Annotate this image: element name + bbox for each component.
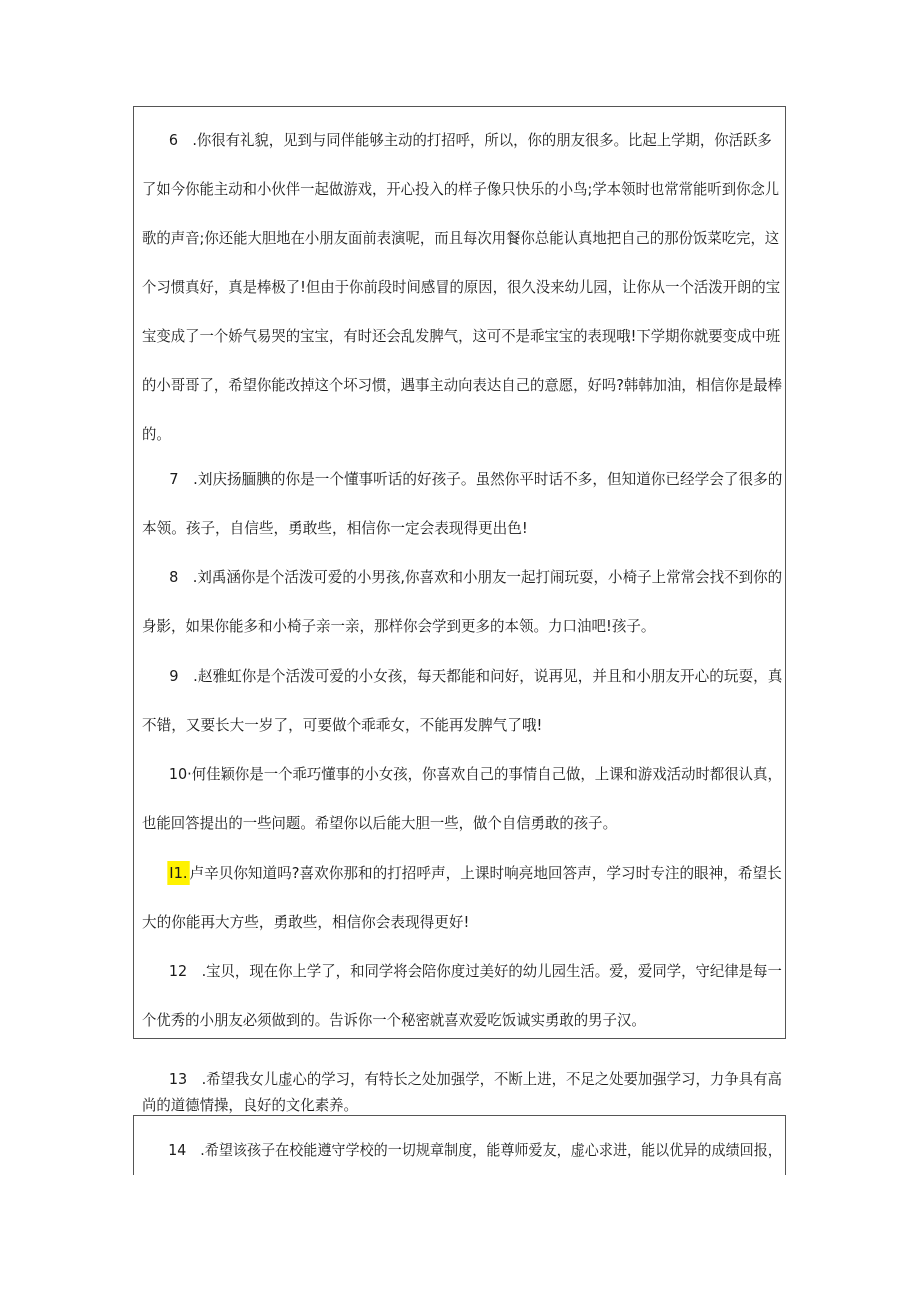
paragraph-9: [142, 652, 799, 750]
text-line: 个优秀的小朋友必须做到的。告诉你一个秘密就喜欢爱吃饭诚实勇敢的男子汉。: [142, 1011, 646, 1029]
paragraph-10: [142, 750, 809, 848]
paragraph-7: [142, 455, 799, 553]
text-line: 不错，又要长大一岁了，可要做个乖乖女，不能再发脾气了哦!: [142, 716, 543, 734]
text-line: 14 .希望该孩子在校能遵守学校的一切规章制度，能尊师爱友，虚心求进，能以优异的成绩回报，: [168, 1141, 782, 1159]
text-line: 大的你能再大方些，勇敢些，相信你会表现得更好!: [142, 913, 470, 931]
text-line: 7 .刘庆扬腼腆的你是一个懂事听话的好孩子。虽然你平时话不多，但知道你已经学会了很多的: [169, 470, 783, 488]
paragraph-8: [142, 553, 804, 651]
text-line: [142, 849, 782, 898]
text-line: 本领。孩子，自信些，勇敢些，相信你一定会表现得更出色!: [142, 519, 528, 537]
text-line: 10·何佳颖你是一个乖巧懂事的小女孩，你喜欢自己的事情自己做，上课和游戏活动时都很认真，: [168, 765, 782, 783]
text-line: 身影，如果你能多和小椅子亲一亲，那样你会学到更多的本领。力口油吧!孩子。: [142, 617, 656, 635]
text-line: 8 .刘禹涵你是个活泼可爱的小男孩,你喜欢和小朋友一起打闹玩耍，小椅子上常常会找不到你的: [169, 568, 783, 586]
text-line: 6 .你很有礼貌，见到与同伴能够主动的打招呼，所以，你的朋友很多。比起上学期，你活跃多: [168, 131, 772, 149]
text-line: 个习惯真好，真是棒极了!但由于你前段时间感冒的原因，很久没来幼儿园，让你从一个活泼开朗的宝: [142, 278, 781, 296]
text-line: 也能回答提出的一些问题。希望你以后能大胆一些，做个自信勇敢的孩子。: [142, 814, 617, 832]
text-line-content: 卢辛贝你知道吗?喜欢你那和的打招呼声，上课时响亮地回答声，学习时专注的眼神，希望长: [189, 864, 782, 882]
paragraph-12: [142, 947, 809, 1045]
highlighted-item-number: I1.: [167, 861, 189, 885]
text-line: 宝变成了一个娇气易哭的宝宝，有时还会乱发脾气，这可不是乖宝宝的表现哦!下学期你就要变成中班: [142, 327, 781, 345]
text-line: 歌的声音;你还能大胆地在小朋友面前表演呢，而且每次用餐你总能认真地把自己的那份饭菜吃完，这: [142, 229, 780, 247]
paragraph-6: [142, 116, 810, 459]
text-line: 9 .赵雅虹你是个活泼可爱的小女孩，每天都能和问好，说再见，并且和小朋友开心的玩耍，真: [169, 667, 783, 685]
text-line: 尚的道德情操，良好的文化素养。: [142, 1096, 358, 1114]
text-line: 的。: [142, 425, 171, 443]
text-line: 13 .希望我女儿虚心的学习，有特长之处加强学，不断上进，不足之处要加强学习，力争具有高: [168, 1070, 782, 1088]
text-line: 12 .宝贝，现在你上学了，和同学将会陪你度过美好的幼儿园生活。爱，爱同学，守纪律是每一: [168, 962, 782, 980]
paragraph-14: [142, 1137, 824, 1163]
paragraph-13: [142, 1066, 809, 1118]
text-line: 的小哥哥了，希望你能改掉这个坏习惯，遇事主动向表达自己的意愿，好吗?韩韩加油，相信你是最棒: [142, 376, 782, 394]
paragraph-11: [142, 849, 799, 947]
text-line: 了如今你能主动和小伙伴一起做游戏，开心投入的样子像只快乐的小鸟;学本领时也常常能听到你念儿: [142, 180, 780, 198]
